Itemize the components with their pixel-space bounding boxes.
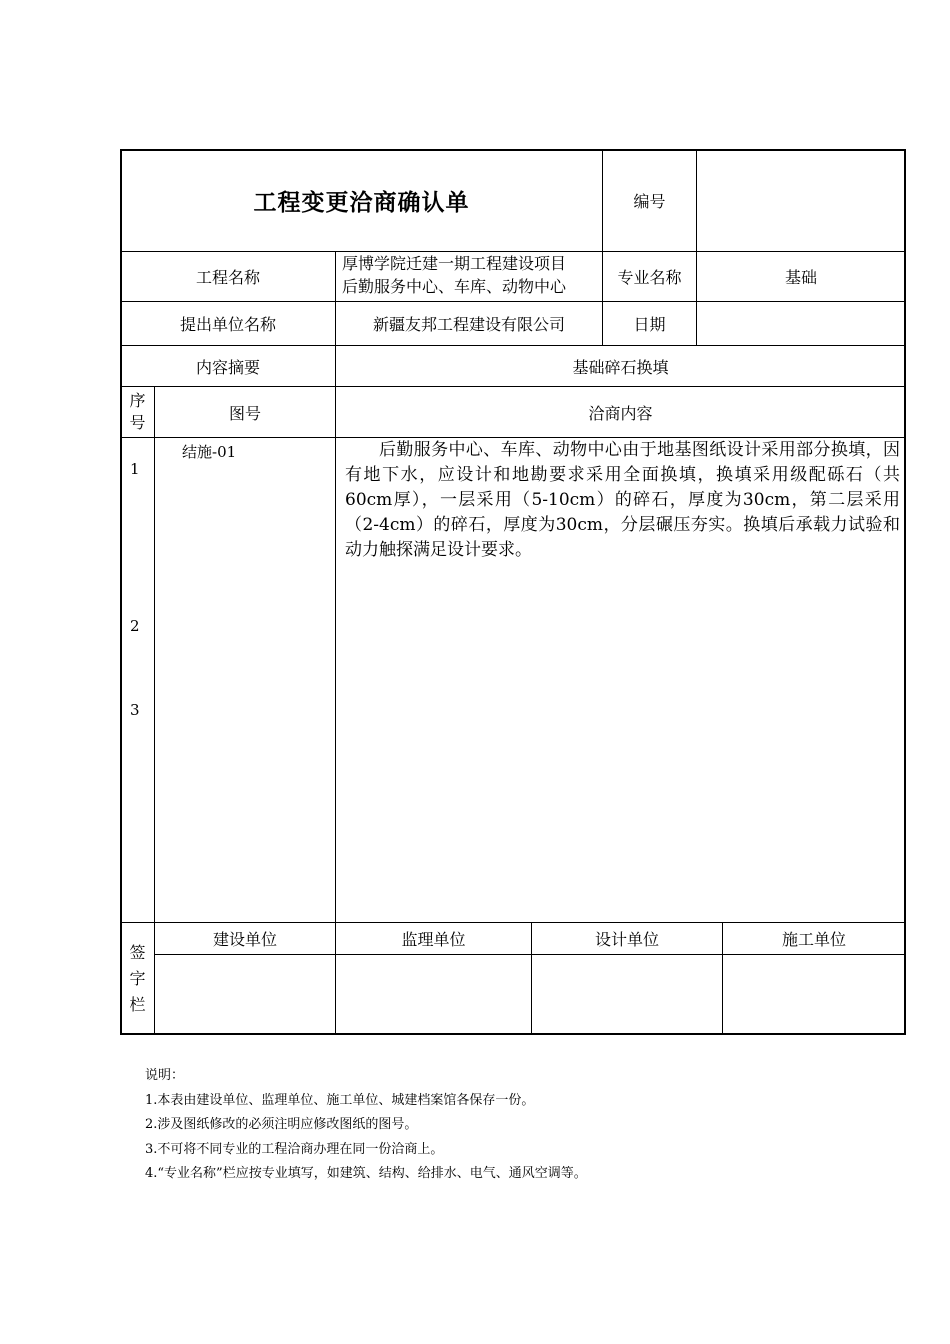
project-name-line-2: 后勤服务中心、车库、动物中心 bbox=[342, 277, 567, 296]
specialty-value: 基础 bbox=[784, 268, 817, 287]
note-item: 3.不可将不同专业的工程洽商办理在同一份洽商上。 bbox=[145, 1141, 444, 1157]
row-drawing-1: 结施-01 bbox=[182, 443, 237, 461]
notes-heading: 说明： bbox=[145, 1068, 185, 1083]
notes-section bbox=[145, 1064, 587, 1187]
date-value bbox=[697, 302, 905, 345]
grid-line bbox=[154, 954, 905, 955]
signature-supervisor: 监理单位 bbox=[401, 930, 466, 949]
drawing-column-header: 图号 bbox=[228, 403, 261, 423]
project-name-value bbox=[336, 252, 602, 301]
project-name-label: 工程名称 bbox=[195, 268, 260, 287]
signature-label: 签 字 栏 bbox=[129, 942, 146, 1014]
summary-label: 内容摘要 bbox=[195, 357, 260, 377]
summary-value: 基础碎石换填 bbox=[572, 357, 669, 377]
signature-designer: 设计单位 bbox=[594, 930, 659, 949]
form-title: 工程变更洽商确认单 bbox=[253, 190, 470, 216]
submitter-value: 新疆友邦工程建设有限公司 bbox=[372, 315, 565, 334]
note-item: 2.涉及图纸修改的必须注明应修改图纸的图号。 bbox=[145, 1117, 418, 1132]
submitter-label: 提出单位名称 bbox=[179, 315, 276, 334]
row-seq-1: 1 bbox=[130, 460, 140, 478]
number-label: 编号 bbox=[633, 192, 666, 211]
row-seq-3: 3 bbox=[130, 701, 140, 719]
row-seq-2: 2 bbox=[130, 617, 140, 635]
signature-contractor: 施工单位 bbox=[781, 930, 846, 949]
content-column-header: 洽商内容 bbox=[588, 403, 653, 423]
number-value bbox=[697, 150, 905, 251]
note-item: 1.本表由建设单位、监理单位、施工单位、城建档案馆各保存一份。 bbox=[145, 1092, 535, 1108]
specialty-label: 专业名称 bbox=[617, 268, 682, 287]
project-name-line-1: 厚博学院迁建一期工程建设项目 bbox=[342, 254, 567, 273]
signature-owner: 建设单位 bbox=[212, 930, 277, 949]
row-content-1: 后勤服务中心、车库、动物中心由于地基图纸设计采用部分换填，因有地下水，应设计和地勘要求采用全面换填，换填采用级配砾石（共60cm厚），一层采用（5-10cm）的碎石，厚度为30cm，第二层采用（2-4cm）的碎石，厚度为30cm，分层碾压夯实。换填后承载力试验和动力触探满足设计要求。 bbox=[345, 440, 900, 560]
note-item: 4.“专业名称”栏应按专业填写，如建筑、结构、给排水、电气、通风空调等。 bbox=[145, 1166, 587, 1181]
date-label: 日期 bbox=[633, 315, 666, 334]
seq-column-header: 序 号 bbox=[129, 391, 146, 432]
